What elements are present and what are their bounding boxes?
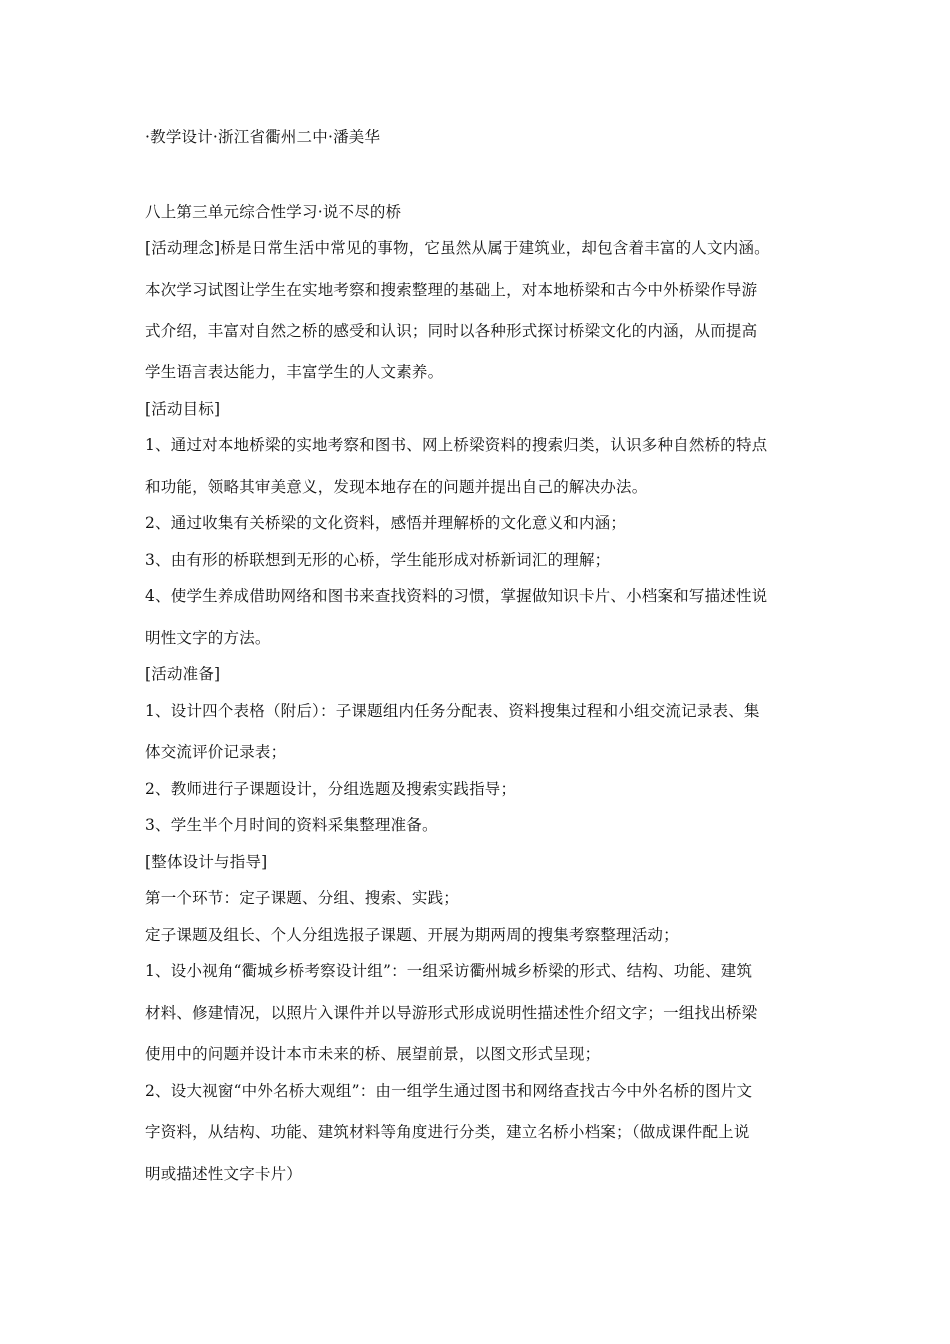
goal-line-6: 明性文字的方法。: [145, 629, 271, 647]
design-line-2: 定子课题及组长、个人分组选报子课题、开展为期两周的搜集考察整理活动；: [145, 926, 679, 944]
concept-line-2: 本次学习试图让学生在实地考察和搜索整理的基础上，对本地桥梁和古今中外桥梁作导游: [145, 281, 758, 299]
prep-line-4: 3、学生半个月时间的资料采集整理准备。: [145, 816, 438, 834]
concept-line-4: 学生语言表达能力，丰富学生的人文素养。: [145, 363, 444, 381]
design-line-6: 2、设大视窗“中外名桥大观组”：由一组学生通过图书和网络查找古今中外名桥的图片文: [145, 1082, 753, 1100]
goals-heading: [活动目标]: [145, 400, 221, 418]
design-line-4: 材料、修建情况，以照片入课件并以导游形式形成说明性描述性介绍文字；一组找出桥梁: [145, 1004, 758, 1022]
design-heading: [整体设计与指导]: [145, 853, 268, 871]
prep-line-2: 体交流评价记录表；: [145, 743, 287, 761]
design-line-5: 使用中的问题并设计本市未来的桥、展望前景，以图文形式呈现；: [145, 1045, 601, 1063]
goal-line-1: 1、通过对本地桥梁的实地考察和图书、网上桥梁资料的搜索归类，认识多种自然桥的特点: [145, 436, 768, 454]
prep-heading: [活动准备]: [145, 665, 221, 683]
design-line-7: 字资料，从结构、功能、建筑材料等角度进行分类，建立名桥小档案；（做成课件配上说: [145, 1123, 750, 1141]
goal-line-2: 和功能，领略其审美意义，发现本地存在的问题并提出自己的解决办法。: [145, 478, 648, 496]
goal-line-3: 2、通过收集有关桥梁的文化资料，感悟并理解桥的文化意义和内涵；: [145, 514, 627, 532]
design-line-1: 第一个环节：定子课题、分组、搜索、实践；: [145, 889, 460, 907]
goal-line-4: 3、由有形的桥联想到无形的心桥，学生能形成对桥新词汇的理解；: [145, 551, 611, 569]
author-line: ·教学设计·浙江省衢州二中·潘美华: [145, 128, 381, 146]
prep-line-1: 1、设计四个表格（附后）：子课题组内任务分配表、资料搜集过程和小组交流记录表、集: [145, 702, 760, 720]
concept-line-3: 式介绍，丰富对自然之桥的感受和认识；同时以各种形式探讨桥梁文化的内涵，从而提高: [145, 322, 758, 340]
goal-line-5: 4、使学生养成借助网络和图书来查找资料的习惯，掌握做知识卡片、小档案和写描述性说: [145, 587, 768, 605]
prep-line-3: 2、教师进行子课题设计，分组选题及搜索实践指导；: [145, 780, 517, 798]
document-title: 八上第三单元综合性学习·说不尽的桥: [145, 203, 402, 221]
design-line-8: 明或描述性文字卡片）: [145, 1165, 303, 1183]
design-line-3: 1、设小视角“衢城乡桥考察设计组”：一组采访衢州城乡桥梁的形式、结构、功能、建筑: [145, 962, 753, 980]
concept-line-1: [活动理念]桥是日常生活中常见的事物，它虽然从属于建筑业，却包含着丰富的人文内涵。: [145, 239, 770, 257]
